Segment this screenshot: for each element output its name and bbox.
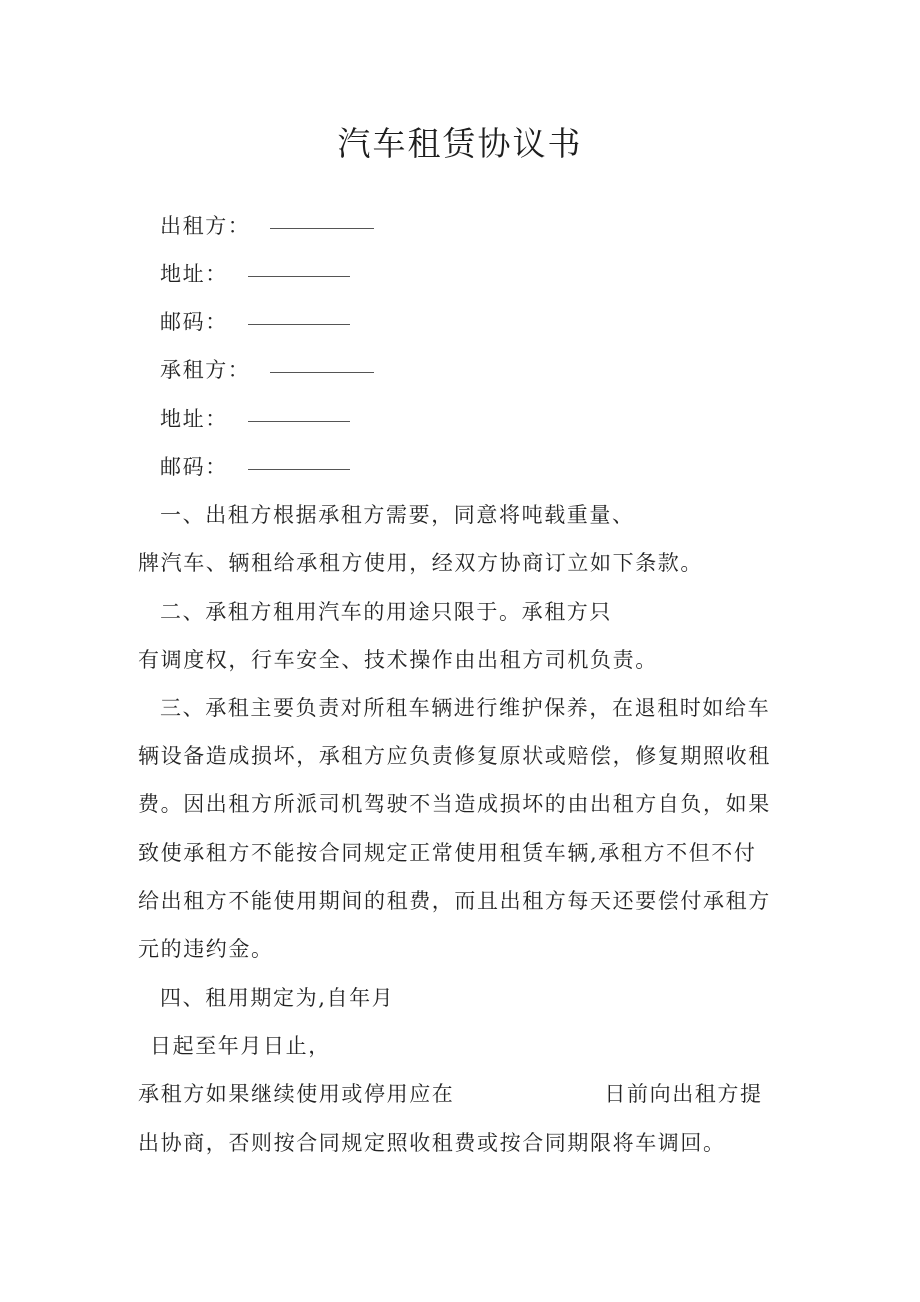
clause-4-line-1: 四、租用期定为,自年月 xyxy=(160,986,395,1010)
clause-1-line-1: 一、出租方根据承租方需要，同意将吨载重量、 xyxy=(160,503,635,527)
clause-3-line-1: 三、承租主要负责对所租车辆进行维护保养，在退租时如给车 xyxy=(160,696,771,720)
clause-2-line-1: 二、承租方租用汽车的用途只限于。承租方只 xyxy=(160,600,612,624)
lessor-address-line xyxy=(160,258,350,288)
clause-3-line-5: 给出租方不能使用期间的租费，而且出租方每天还要偿付承租方 xyxy=(138,889,771,913)
lessor-blank xyxy=(270,227,374,229)
clause-2-line-2: 有调度权，行车安全、技术操作由出租方司机负责。 xyxy=(138,648,658,672)
lessee-address-line xyxy=(160,403,350,433)
lessor-postcode-line xyxy=(160,306,350,336)
lessee-address-blank xyxy=(248,420,350,422)
clause-4-line-3-part-b: 日前向出租方提 xyxy=(604,1082,763,1106)
lessor-label: 出租方： xyxy=(160,214,251,238)
clause-3-line-4: 致使承租方不能按合同规定正常使用租赁车辆,承租方不但不付 xyxy=(138,841,757,865)
lessee-blank xyxy=(270,371,374,373)
clause-4-line-4: 出协商，否则按合同规定照收租费或按合同期限将车调回。 xyxy=(138,1131,726,1155)
clause-1-line-2: 牌汽车、辆租给承租方使用，经双方协商订立如下条款。 xyxy=(138,551,703,575)
lessor-line xyxy=(160,210,374,240)
clause-3-line-3: 费。因出租方所派司机驾驶不当造成损坏的由出租方自负，如果 xyxy=(138,792,771,816)
lessee-postcode-line xyxy=(160,451,350,481)
lessee-label: 承租方： xyxy=(160,358,251,382)
document-title: 汽车租赁协议书 xyxy=(337,124,583,163)
lessor-postcode-blank xyxy=(248,323,350,325)
lessee-address-label: 地址： xyxy=(160,407,228,431)
lessee-postcode-label: 邮码： xyxy=(160,455,228,479)
lessee-postcode-blank xyxy=(248,468,350,470)
lessor-postcode-label: 邮码： xyxy=(160,310,228,334)
clause-4-line-3 xyxy=(138,1078,763,1108)
clause-4-line-2: 日起至年月日止， xyxy=(150,1034,331,1058)
clause-3-line-6: 元的违约金。 xyxy=(138,937,274,961)
clause-3-line-2: 辆设备造成损坏，承租方应负责修复原状或赔偿，修复期照收租 xyxy=(138,744,771,768)
lessor-address-blank xyxy=(248,275,350,277)
lessor-address-label: 地址： xyxy=(160,262,228,286)
lessee-line xyxy=(160,354,374,384)
clause-4-line-3-part-a: 承租方如果继续使用或停用应在 xyxy=(138,1082,455,1106)
